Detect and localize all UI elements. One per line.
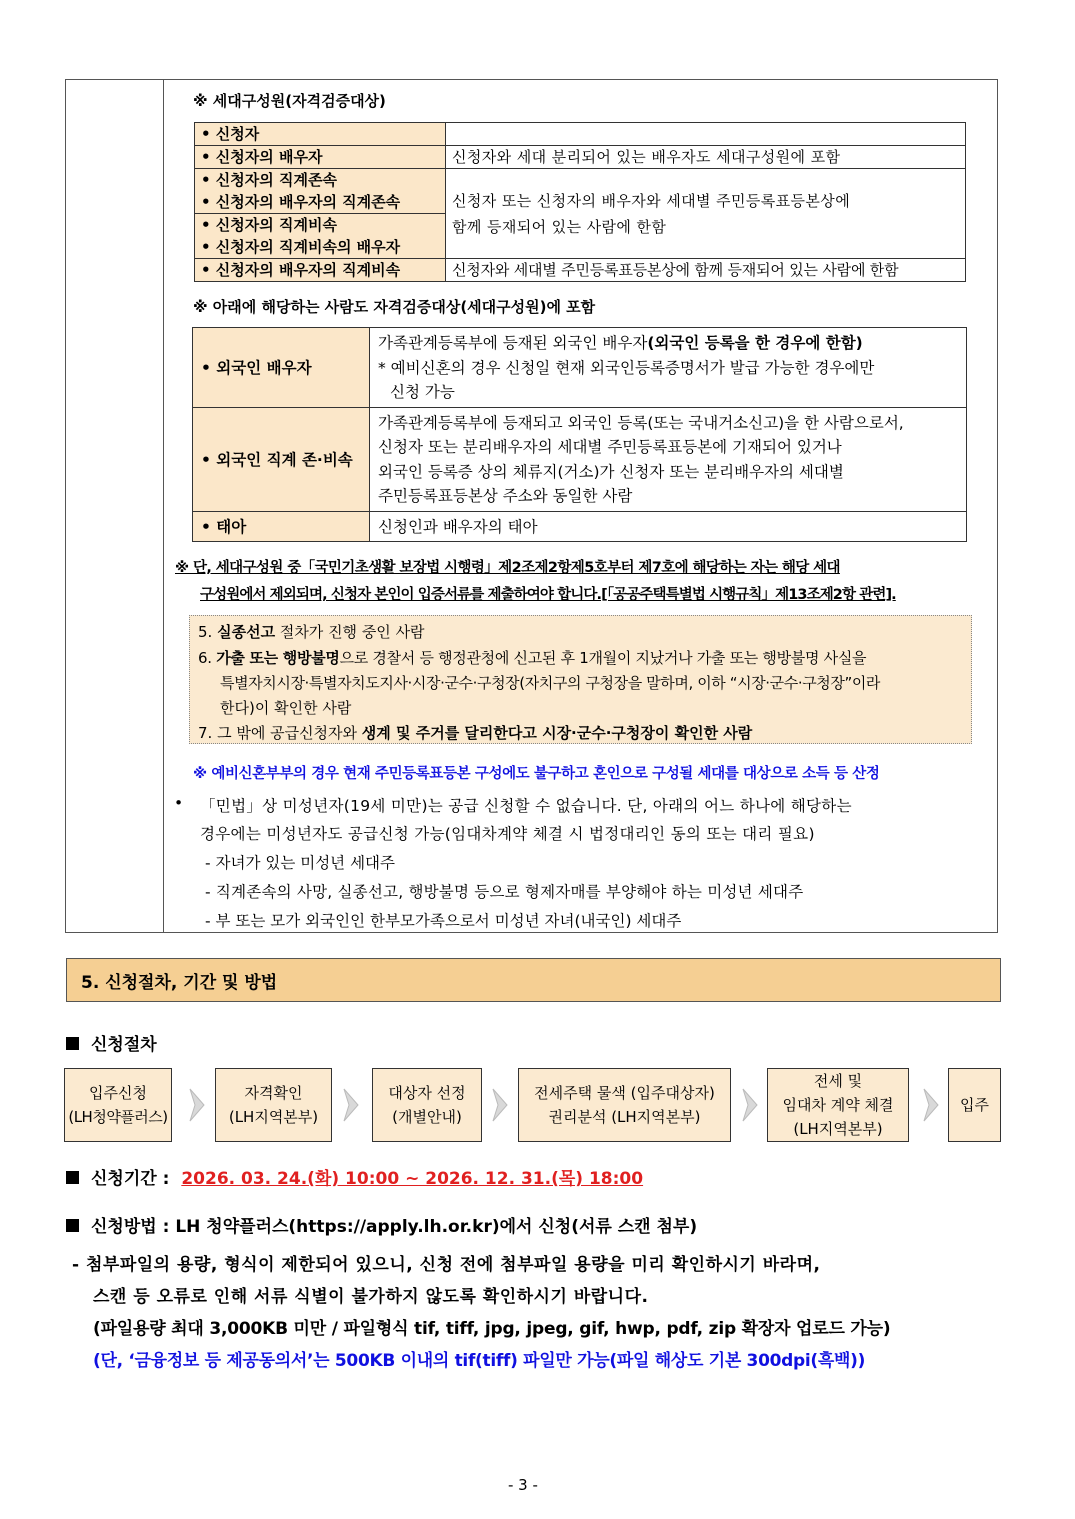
prewed-note: ※ 예비신혼부부의 경우 현재 주민등록표등본 구성에도 불구하고 혼인으로 구성될 세대를 대상으로 소득 등 산정 xyxy=(193,766,880,782)
step-line: 대상자 선정 xyxy=(388,1084,466,1102)
member-desc-line: 함께 등재되어 있는 사람에 한함 xyxy=(452,217,667,236)
method-line3: (파일용량 최대 3,000KB 미만 / 파일형식 tif, tiff, jpg, jpeg, gif, hwp, pdf, zip 확장자 업로드 가능) xyxy=(93,1319,891,1339)
method-line1: - 첨부파일의 용량, 형식이 제한되어 있으니, 신청 전에 첨부파일 용량을 미리 확인하시기 바라며, xyxy=(72,1255,821,1275)
table-row xyxy=(193,511,967,542)
extra-label: • 외국인 직계 존·비속 xyxy=(193,407,370,511)
notice-bold: 생계 및 주거를 달리한다고 시장·군수·구청장이 확인한 사람 xyxy=(361,724,753,742)
member-desc-line: 신청자 또는 신청자의 배우자와 세대별 주민등록표등본상에 xyxy=(452,191,851,210)
member-label: • 신청자의 직계비속 xyxy=(195,214,446,237)
page-number: - 3 - xyxy=(508,1476,538,1494)
notice-text: 절차가 진행 중인 사람 xyxy=(275,623,425,641)
step-apply xyxy=(64,1068,172,1142)
table-row xyxy=(195,259,966,282)
extra-members-table xyxy=(192,327,967,542)
section-5-header xyxy=(66,958,1001,1002)
period-label: 신청기간 : xyxy=(91,1169,170,1189)
notice-item-6-line2: 특별자치시장·특별자치도지사·시장·군수·구청장(자치구의 구청장을 말하며, 이하 “시장·군수·구청장”이라 xyxy=(220,674,881,692)
notice-item-6-line3: 한다)이 확인한 사람 xyxy=(220,699,352,717)
minor-line1: 「민법」상 미성년자(19세 미만)는 공급 신청할 수 없습니다. 단, 아래의 어느 하나에 해당하는 xyxy=(200,797,852,815)
section-5-title: 5. 신청절차, 기간 및 방법 xyxy=(81,973,278,993)
extra-label: • 태아 xyxy=(193,511,370,542)
step-line: 전세주택 물색 (입주대상자) xyxy=(534,1084,715,1102)
notice-item-7 xyxy=(198,720,752,746)
member-label: • 신청자의 배우자 xyxy=(195,146,446,169)
minor-item: - 직계존속의 사망, 실종선고, 행방불명 등으로 형제자매를 부양해야 하는 미성년 세대주 xyxy=(205,883,804,901)
step-contract xyxy=(767,1068,909,1142)
notice-num: 6. xyxy=(198,649,212,667)
extra-desc-line: 외국인 등록증 상의 체류지(거소)가 신청자 또는 분리배우자의 세대별 xyxy=(378,462,844,481)
method-label: 신청방법 : LH 청약플러스(https://apply.lh.or.kr)에서 신청(서류 스캔 첨부) xyxy=(91,1217,698,1237)
table-row xyxy=(193,407,967,511)
step-line: 권리분석 (LH지역본부) xyxy=(548,1108,701,1126)
table-row xyxy=(195,146,966,169)
period-value: 2026. 03. 24.(화) 10:00 ~ 2026. 12. 31.(목) 18:00 xyxy=(181,1169,644,1189)
procedure-heading xyxy=(66,1030,157,1055)
step-line: 임대차 계약 체결 xyxy=(782,1096,894,1114)
notice-text: 그 밖에 공급신청자와 xyxy=(212,724,362,742)
step-line: 입주 xyxy=(960,1096,989,1114)
notice-item-6 xyxy=(198,645,866,671)
square-bullet-icon xyxy=(66,1171,79,1184)
member-desc: 신청자와 세대별 주민등록표등본상에 함께 등재되어 있는 사람에 한함 xyxy=(446,259,966,282)
extra-desc: 신청인과 배우자의 태아 xyxy=(370,511,967,542)
minor-bullet: • xyxy=(174,794,184,812)
chevron-right-icon xyxy=(739,1087,759,1123)
extra-desc xyxy=(370,407,967,511)
exclusion-note-line1: ※ 단, 세대구성원 중「국민기초생활 보장법 시행령」제2조제2항제5호부터 제7호에 해당하는 자는 해당 세대 xyxy=(175,560,840,576)
minor-item: - 자녀가 있는 미성년 세대주 xyxy=(205,854,396,872)
members-heading: ※ 세대구성원(자격검증대상) xyxy=(193,92,386,110)
step-house-search xyxy=(518,1068,731,1142)
member-label: • 신청자의 직계존속 xyxy=(195,169,446,192)
method-line2: 스캔 등 오류로 인해 서류 식별이 불가하지 않도록 확인하시기 바랍니다. xyxy=(93,1287,649,1307)
notice-bold: 실종선고 xyxy=(217,623,276,641)
chevron-right-icon xyxy=(489,1087,509,1123)
notice-item-5 xyxy=(198,619,425,645)
step-line: 자격확인 xyxy=(244,1084,303,1102)
extra-desc-line: 신청자 또는 분리배우자의 세대별 주민등록표등본에 기재되어 있거나 xyxy=(378,438,842,456)
notice-num: 7. xyxy=(198,724,213,742)
member-desc xyxy=(446,169,966,259)
members-table xyxy=(194,122,966,282)
eligibility-box-divider xyxy=(163,79,164,932)
notice-num: 5. xyxy=(198,623,213,641)
minor-item: - 부 또는 모가 외국인인 한부모가족으로서 미성년 자녀(내국인) 세대주 xyxy=(205,912,682,930)
member-label: • 신청자의 배우자의 직계비속 xyxy=(195,259,446,282)
square-bullet-icon xyxy=(66,1037,79,1050)
procedure-heading-text: 신청절차 xyxy=(91,1035,157,1055)
extra-desc-line: 주민등록표등본상 주소와 동일한 사람 xyxy=(378,487,633,505)
table-row xyxy=(195,123,966,146)
step-line: (LH지역본부) xyxy=(793,1120,883,1138)
chevron-right-icon xyxy=(340,1087,360,1123)
notice-bold: 가출 또는 행방불명 xyxy=(216,649,340,667)
chevron-right-icon xyxy=(920,1087,940,1123)
chevron-right-icon xyxy=(186,1087,206,1123)
method-row xyxy=(66,1212,697,1237)
step-eligibility xyxy=(215,1068,332,1142)
member-desc: 신청자와 세대 분리되어 있는 배우자도 세대구성원에 포함 xyxy=(446,146,966,169)
extra-desc-line: 가족관계등록부에 등재된 외국인 배우자 xyxy=(378,334,648,352)
extra-desc-bold: (외국인 등록을 한 경우에 한함) xyxy=(647,334,863,352)
extra-desc xyxy=(370,328,967,408)
member-label: • 신청자의 배우자의 직계존속 xyxy=(195,191,446,214)
member-desc xyxy=(446,123,966,146)
step-line: 전세 및 xyxy=(813,1072,863,1090)
extra-desc-line: 가족관계등록부에 등재되고 외국인 등록(또는 국내거소신고)을 한 사람으로서, xyxy=(378,413,904,432)
member-label: • 신청자 xyxy=(195,123,446,146)
step-line: (LH지역본부) xyxy=(228,1108,319,1126)
step-line: (개별안내) xyxy=(392,1108,462,1126)
table-row xyxy=(195,169,966,192)
square-bullet-icon xyxy=(66,1219,79,1232)
table-row xyxy=(193,328,967,408)
extra-desc-line: * 예비신혼의 경우 신청일 현재 외국인등록증명서가 발급 가능한 경우에만 xyxy=(378,358,875,377)
extra-heading: ※ 아래에 해당하는 사람도 자격검증대상(세대구성원)에 포함 xyxy=(193,298,596,316)
extra-label: • 외국인 배우자 xyxy=(193,328,370,408)
period-row xyxy=(66,1164,643,1189)
step-move-in xyxy=(948,1068,1001,1142)
step-line: 입주신청 xyxy=(89,1084,147,1102)
extra-desc-line: 신청 가능 xyxy=(390,383,455,401)
notice-text: 으로 경찰서 등 행정관청에 신고된 후 1개월이 지났거나 가출 또는 행방불명 사실을 xyxy=(339,649,867,667)
step-selection xyxy=(372,1068,482,1142)
minor-line2: 경우에는 미성년자도 공급신청 가능(임대차계약 체결 시 법정대리인 동의 또는 대리 필요) xyxy=(200,825,815,843)
step-line: (LH청약플러스) xyxy=(68,1108,168,1126)
member-label: • 신청자의 직계비속의 배우자 xyxy=(195,236,446,259)
exclusion-note-line2: 구성원에서 제외되며, 신청자 본인이 입증서류를 제출하여야 합니다.[「공공주택특별법 시행규칙」제13조제2항 관련]. xyxy=(200,587,896,603)
method-line4: (단, ‘금융정보 등 제공동의서’는 500KB 이내의 tif(tiff) 파일만 가능(파일 해상도 기본 300dpi(흑백)) xyxy=(93,1351,866,1371)
